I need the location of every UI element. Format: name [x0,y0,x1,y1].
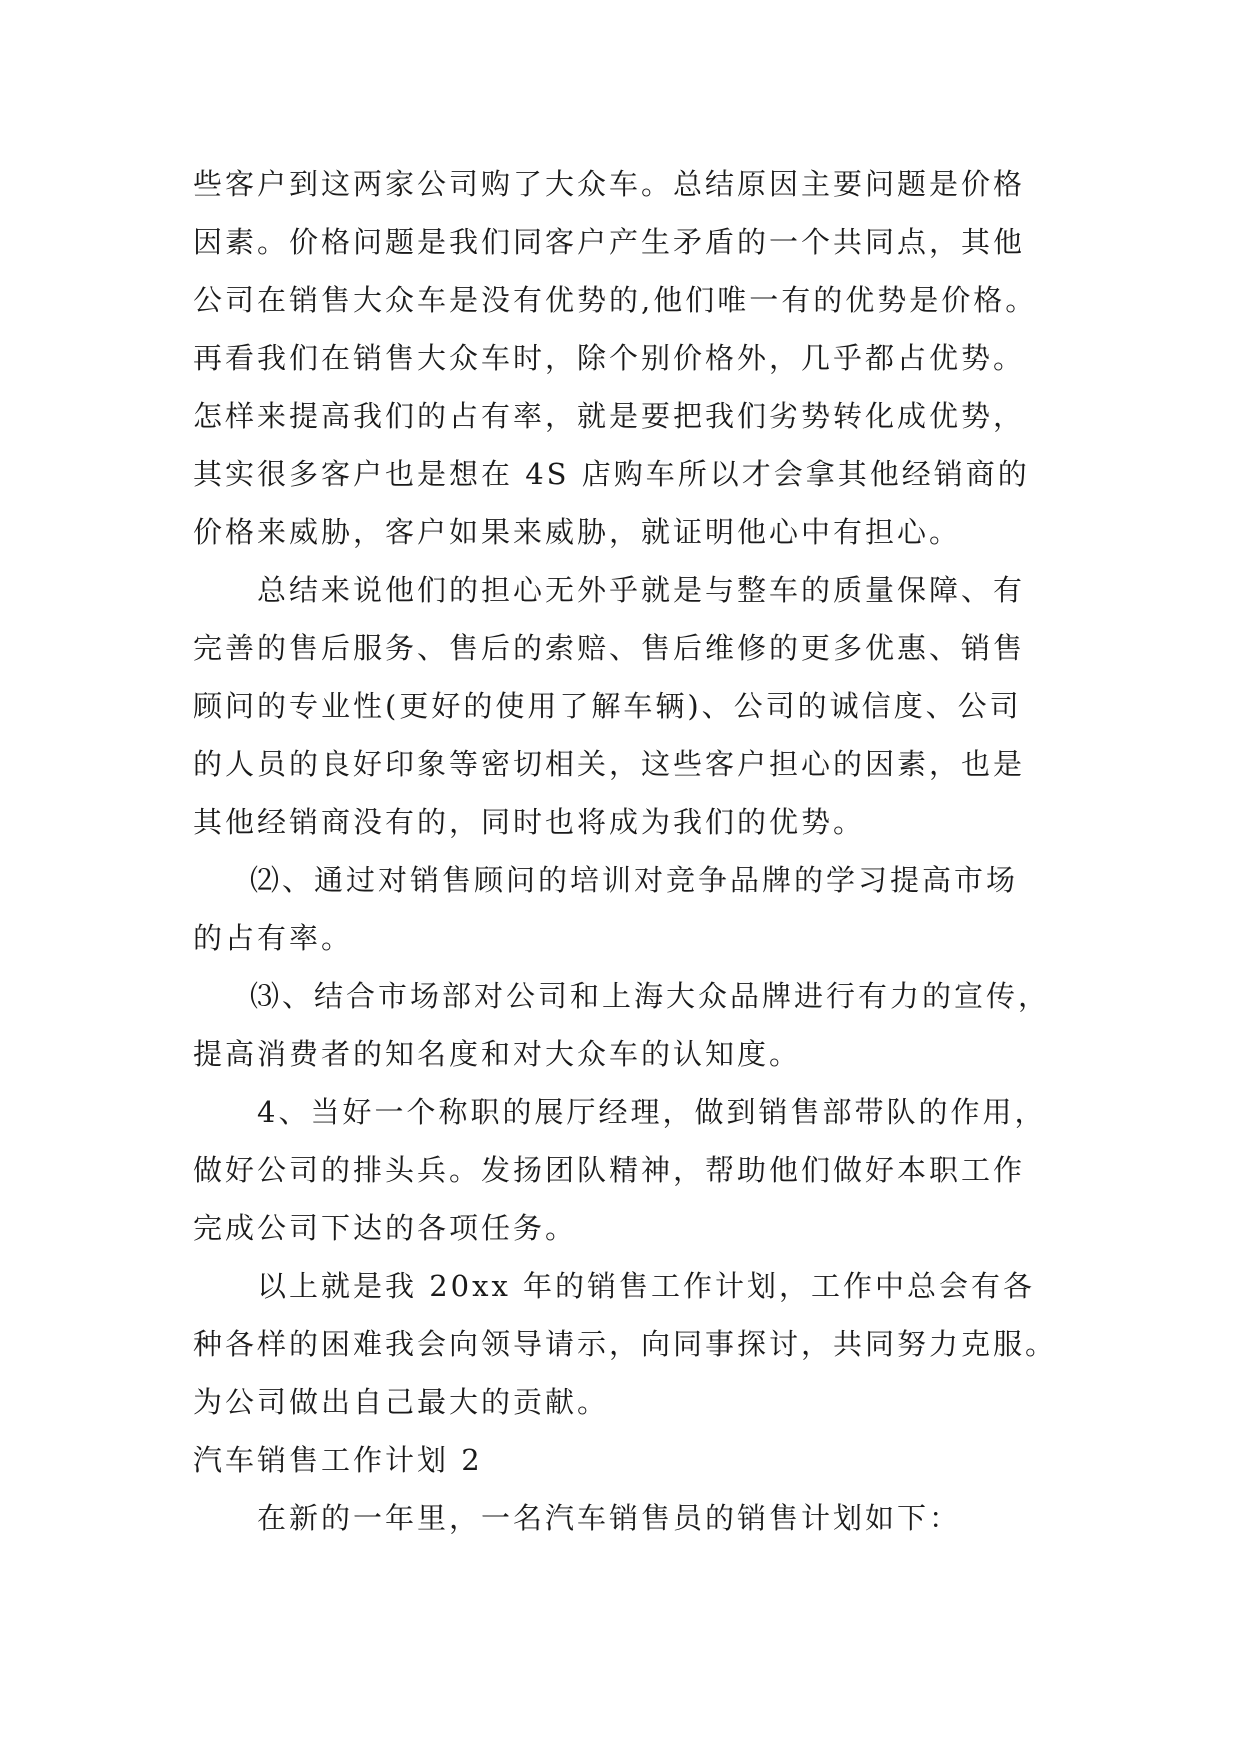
text-line [0,1373,1241,1431]
text-line-content: 种各样的困难我会向领导请示，向同事探讨，共同努力克服。 [193,1327,1058,1361]
text-line-content: 做好公司的排头兵。发扬团队精神，帮助他们做好本职工作 [193,1153,1026,1187]
text-line-content: 的人员的良好印象等密切相关，这些客户担心的因素，也是 [193,747,1026,781]
text-line-content: 的占有率。 [193,921,354,955]
text-line-content: 顾问的专业性(更好的使用了解车辆)、公司的诚信度、公司 [193,689,1022,723]
text-line-content: 提高消费者的知名度和对大众车的认知度。 [193,1037,802,1071]
text-line-content: 公司在销售大众车是没有优势的,他们唯一有的优势是价格。 [193,283,1038,317]
text-line [0,271,1241,329]
text-line [0,1489,1241,1547]
text-line-content: 价格来威胁，客户如果来威胁，就证明他心中有担心。 [193,515,962,549]
text-line-content: 其他经销商没有的，同时也将成为我们的优势。 [193,805,866,839]
text-line [0,503,1241,561]
text-line [0,1141,1241,1199]
text-line [0,155,1241,213]
text-line [0,851,1241,909]
text-line [0,1083,1241,1141]
text-line-content: 4、当好一个称职的展厅经理，做到销售部带队的作用， [257,1095,1047,1129]
text-line-content: 因素。价格问题是我们同客户产生矛盾的一个共同点，其他 [193,225,1026,259]
text-line [0,735,1241,793]
text-line [0,619,1241,677]
text-line [0,1199,1241,1257]
text-line [0,793,1241,851]
section-heading-text: 汽车销售工作计划 2 [193,1443,483,1477]
text-line-content: ⑶、结合市场部对公司和上海大众品牌进行有力的宣传， [250,979,1051,1013]
text-line [0,677,1241,735]
text-line [0,1315,1241,1373]
text-line [0,561,1241,619]
text-line [0,1025,1241,1083]
text-line [0,967,1241,1025]
text-line-content: 再看我们在销售大众车时，除个别价格外，几乎都占优势。 [193,341,1026,375]
text-line-content: 完成公司下达的各项任务。 [193,1211,578,1245]
text-line-content: 为公司做出自己最大的贡献。 [193,1385,610,1419]
text-line [0,387,1241,445]
text-line-content: 总结来说他们的担心无外乎就是与整车的质量保障、有 [257,573,1026,607]
section-heading [0,1431,1241,1489]
text-line-content: 其实很多客户也是想在 4S 店购车所以才会拿其他经销商的 [193,457,1030,491]
text-line [0,329,1241,387]
text-line-content: 完善的售后服务、售后的索赔、售后维修的更多优惠、销售 [193,631,1026,665]
text-line [0,909,1241,967]
text-line-content: 以上就是我 20xx 年的销售工作计划，工作中总会有各 [257,1269,1036,1303]
text-line-content: 在新的一年里，一名汽车销售员的销售计划如下： [257,1501,962,1535]
text-line [0,445,1241,503]
text-line [0,1257,1241,1315]
text-line-content: 些客户到这两家公司购了大众车。总结原因主要问题是价格 [193,167,1026,201]
text-line-content: ⑵、通过对销售顾问的培训对竞争品牌的学习提高市场 [250,863,1019,897]
text-line [0,213,1241,271]
text-line-content: 怎样来提高我们的占有率，就是要把我们劣势转化成优势， [193,399,1026,433]
